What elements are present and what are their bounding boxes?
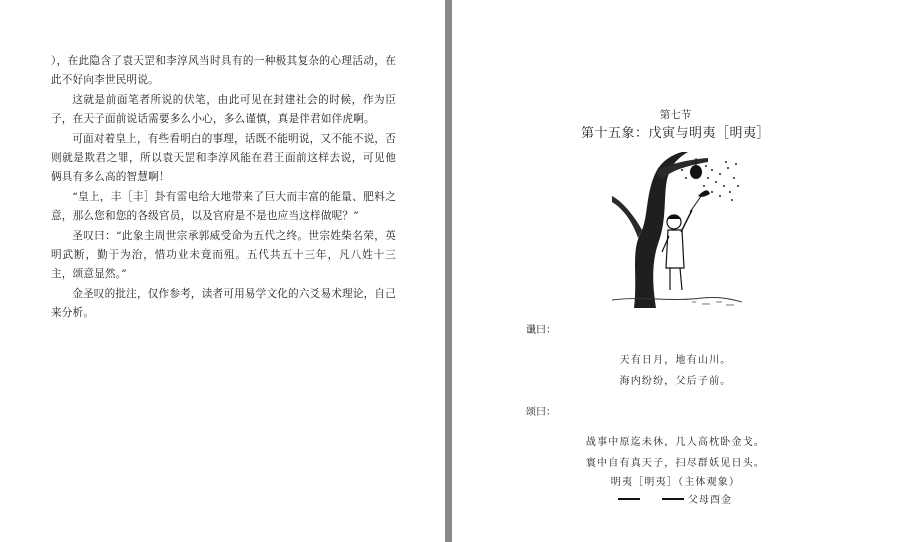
song-line: 寰中自有真天子，扫尽群妖见日头。 <box>585 458 766 469</box>
paragraph: 金圣叹的批注，仅作参考，读者可用易学文化的六爻易术理论，自己来分析。 <box>51 287 396 320</box>
paragraph: 可面对着皇上，有些看明白的事理，话既不能明说，又不能不说，否则就是欺君之罪，所以袁天罡和李淳风能在君王面前这样去说，可见他俩具有多么高的智慧啊！ <box>51 132 396 184</box>
paragraph: “皇上，丰［丰］卦有雷电给大地带来了巨大而丰富的能量、肥料之意，那么您和您的各级官员，以及官府是不是也应当这样做呢？” <box>51 190 396 223</box>
paragraph: 圣叹曰：“此象主周世宗承郭威受命为五代之终。世宗姓柴名荣，英明武断，勤于为治，惜功业未竟而殂。五代共五十三年，凡八姓十三主，颂意显然。” <box>51 229 396 281</box>
section-title: 第十五象：戊寅与明夷［明夷］ <box>580 126 770 141</box>
hexagram-line-label: 父母酉金 <box>688 495 732 506</box>
page-divider <box>445 0 452 542</box>
right-page <box>452 0 899 542</box>
tree-boy-beehive-illustration <box>612 152 742 308</box>
paragraph: ），在此隐含了袁天罡和李淳风当时具有的一种极其复杂的心理活动，在此不好向李世民明说。 <box>51 55 396 87</box>
left-page <box>0 0 445 542</box>
song-line: 战事中原迄未休，几人高枕卧金戈。 <box>585 437 766 448</box>
chen-line: 天有日月，地有山川。 <box>619 355 732 366</box>
chen-label: 谶曰： <box>526 325 556 336</box>
section-number: 第七节 <box>659 109 692 121</box>
paragraph: 这就是前面笔者所说的伏笔，由此可见在封建社会的时候，作为臣子，在天子面前说话需要多么小心，多么谨慎，真是伴君如伴虎啊。 <box>51 93 396 126</box>
song-label: 颂曰： <box>526 407 556 418</box>
chen-line: 海内纷纷，父后子前。 <box>619 376 732 387</box>
left-page-text <box>51 52 396 324</box>
hexagram-yin-line-right <box>662 498 684 500</box>
hexagram-yin-line-left <box>618 498 640 500</box>
hexagram-caption: 明夷［明夷］（主体观象） <box>610 477 741 488</box>
